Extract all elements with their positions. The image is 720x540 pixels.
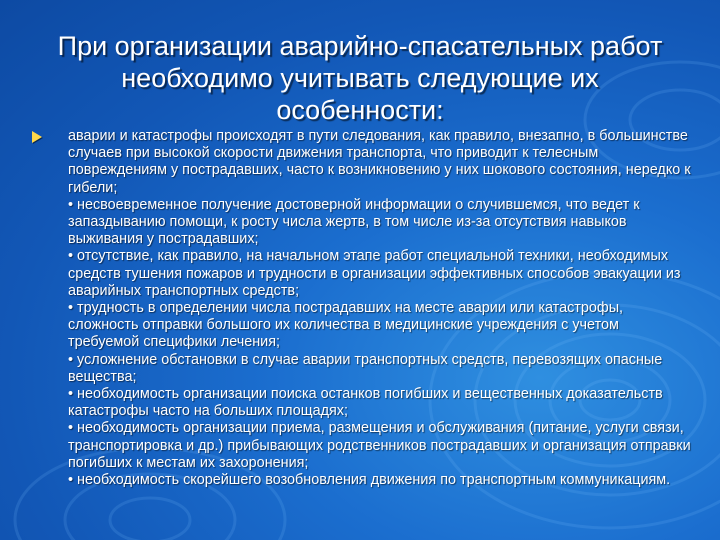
paragraph-6: • необходимость организации поиска останков погибших и вещественных доказательств катастрофы часто на больших площадях; [68,386,663,420]
title-line-1: При организации аварийно-спасательных работ [57,31,663,61]
title-line-2: необходимо учитывать следующие их [121,63,599,93]
paragraph-4: • трудность в определении числа пострадавших на месте аварии или катастрофы, сложность отправки большого их количества в медицинские учреждения с учетом требуемой специфики лечения; [68,300,624,351]
paragraph-8: • необходимость скорейшего возобновления движения по транспортным коммуникациям. [68,472,671,489]
paragraph-3: • отсутствие, как правило, на начальном этапе работ специальной техники, необходимых средств тушения пожаров и трудности в организации эффективных способов эвакуации из аварийных транспортных средств; [68,248,681,299]
slide-body [32,128,692,489]
paragraph-2: • несвоевременное получение достоверной информации о случившемся, что ведет к запаздыванию помощи, к росту числа жертв, в том числе из-за отсутствия навыков выживания у пострадавших; [68,196,640,248]
title-line-3: особенности: [276,95,444,125]
paragraph-1: аварии и катастрофы происходят в пути следования, как правило, внезапно, в большинстве случаев при высокой скорости движения транспорта, что приводит к телесным повреждениям у пострадавших, часто к возникновению у них шокового состояния, нередко к гибели; [68,128,691,196]
paragraph-7: • необходимость организации приема, размещения и обслуживания (питание, услуги связи, транспортировка и др.) прибывающих родственников пострадавших и организация отправки погибших к местам их захоронения; [68,420,691,471]
arrow-bullet-icon [32,131,42,143]
slide-title [30,30,690,126]
paragraph-5: • усложнение обстановки в случае аварии транспортных средств, перевозящих опасные вещества; [68,351,663,385]
bullet-text [68,128,692,489]
